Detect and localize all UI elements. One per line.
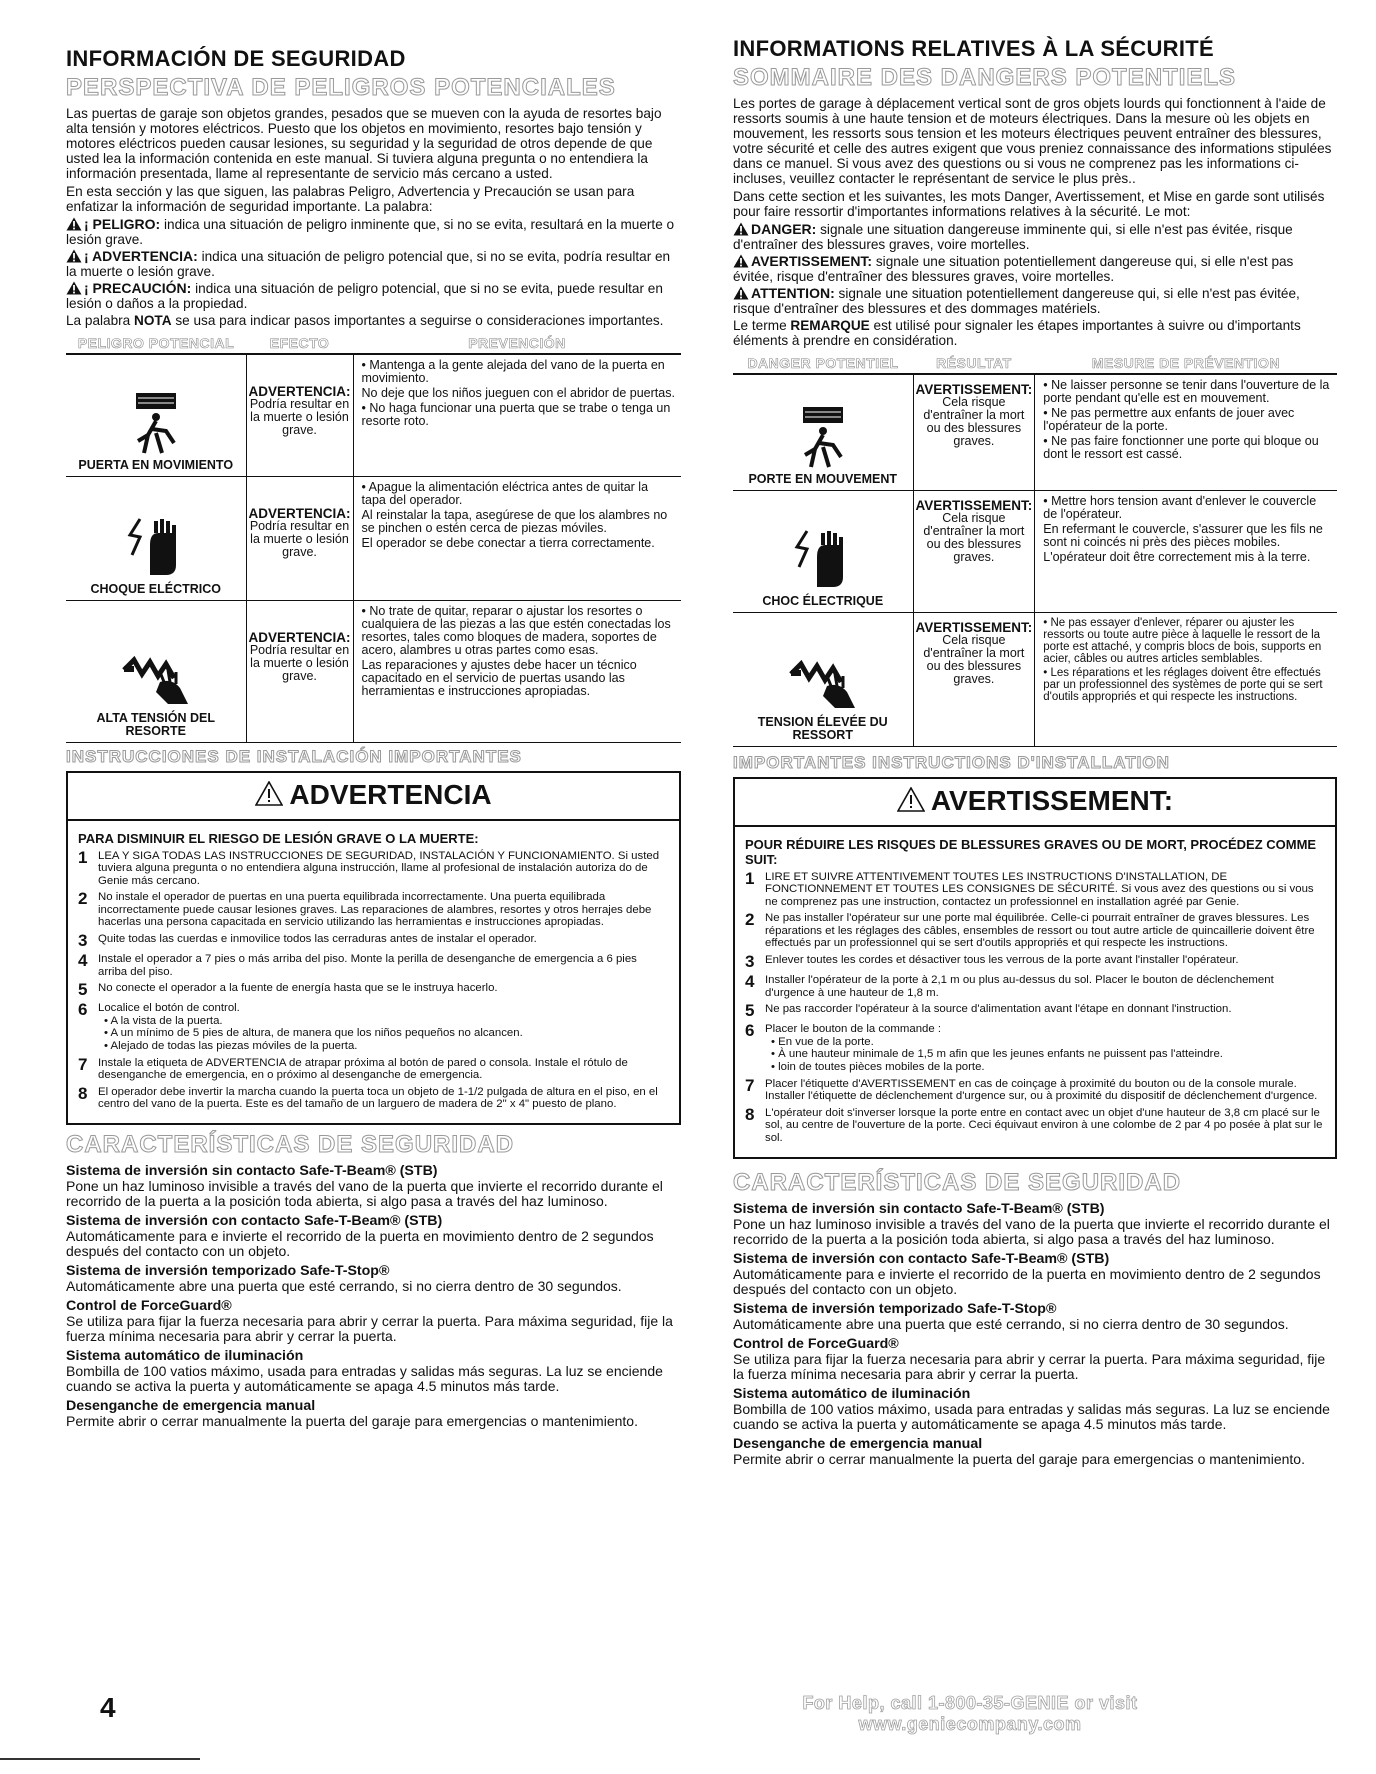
hazard-overview-subtitle: PERSPECTIVA DE PELIGROS POTENCIALES (66, 74, 616, 101)
install-step (745, 912, 1325, 950)
step-subitem: • Alejado de todas las piezas móviles de la puerta. (104, 1040, 358, 1053)
step-text: Localice el botón de control. (98, 1002, 240, 1015)
moving-door-icon (126, 391, 186, 455)
help-contact-line: For Help, call 1-800-35-GENIE or visit www.geniecompany.com (802, 1693, 1138, 1734)
caution-keyword: ¡ PRECAUCIÓN: (84, 280, 192, 296)
note-paragraph: Le terme REMARQUE est utilisé pour signaler les étapes importantes à suivre ou d'importants éléments à prendre en considération. (733, 318, 1301, 348)
step-text: El operador debe invertir la marcha cuando la puerta toca un objeto de 1-1/2 pulgada de altura en el piso, en el centro del vano de la puerta. Este es del tamaño de un larguero de madera de 2" x 4" puesto de plano. (98, 1085, 658, 1111)
electric-shock-icon (126, 515, 186, 579)
step-text: Installer l'opérateur de la porte à 2,1 m ou plus au-dessus du sol. Placer le bouton de déclenchement d'urgence à une hauteur de 1,8 m. (765, 974, 1274, 999)
page-number: 4 (100, 1692, 116, 1723)
step-number: 1 (745, 868, 755, 888)
step-number: 6 (745, 1021, 755, 1041)
feature-text: Automáticamente abre una puerta que esté cerrando, si no cierra dentro de 30 segundos. (733, 1315, 1289, 1332)
step-number: 3 (78, 931, 88, 951)
warning-definition: AVERTISSEMENT: signale une situation potentiellement dangereuse qui, si elle n'est pas évitée, risque d'entraîner des blessures graves, voire mortelles. (733, 253, 1294, 284)
install-step (745, 1104, 1325, 1145)
table-row: TENSION ÉLEVÉE DU RESSORT AVERTISSEMENT: Cela risque d'entraîner la mort ou des blessures graves. • Ne pas essayer d'enlever, réparer ou ajuster les ressorts ou toute autre pièce à laquelle le ressort de la porte est attaché, y compris blocs de bois, supports en acier, câbles ou autres articles semblables. • Les réparations et les réglages doivent être effectués par un professionnel des systèmes de porte qui se sert d'outils appropriés et qui respecte les instructions. (733, 612, 1337, 746)
warning-keyword: ¡ ADVERTENCIA: (84, 248, 198, 264)
step-text: Instale el operador a 7 pies o más arriba del piso. Monte la perilla de desenganche de emergencia a 6 pies arriba del piso. (98, 953, 637, 978)
install-steps (745, 868, 1325, 1145)
feature-title: Sistema de inversión temporizado Safe-T-Stop® (66, 1263, 390, 1279)
feature-text: Bombilla de 100 vatios máximo, usada para entradas y salidas más seguras. La luz se enciende cuando se activa la puerta y automáticamente se apaga 4.5 minutos más tarde. (733, 1400, 1330, 1432)
step-text: Ne pas raccorder l'opérateur à la source d'alimentation avant l'étape en donnant l'instruction. (765, 1003, 1232, 1016)
step-subitem: • À une hauteur minimale de 1,5 m afin que les jeunes enfants ne puissent pas l'atteindre. (771, 1048, 1223, 1061)
feature-text: Pone un haz luminoso invisible a través del vano de la puerta que invierte el recorrido durante el recorrido de la puerta a la posición toda abierta, si algo pasa a través del haz luminoso. (66, 1178, 663, 1209)
caution-text: indica una situación de peligro potencial, que si no se evita, puede resultar en lesión o daños a la propiedad. (66, 281, 663, 311)
step-number: 8 (745, 1104, 755, 1124)
warning-triangle-icon (897, 787, 925, 812)
install-subtitle: IMPORTANTES INSTRUCTIONS D'INSTALLATION (733, 752, 1170, 772)
features-subtitle: CARACTERÍSTICAS DE SEGURIDAD (733, 1168, 1182, 1196)
hazard-table (66, 333, 681, 743)
french-column (733, 0, 1337, 1470)
hazard-label: ALTA TENSIÓN DEL RESORTE (96, 710, 215, 738)
table-header-hazard: DANGER POTENTIEL (733, 353, 913, 374)
hazard-label: CHOQUE ELÉCTRICO (90, 581, 222, 596)
step-subitem: • loin de toutes pièces mobiles de la porte. (771, 1061, 985, 1074)
warning-box (66, 771, 681, 1126)
step-number: 5 (78, 980, 88, 1000)
feature-text: Permite abrir o cerrar manualmente la puerta del garaje para emergencias o mantenimiento. (733, 1450, 1305, 1467)
install-step (745, 1075, 1325, 1103)
table-header-prevention: MESURE DE PRÉVENTION (1035, 353, 1337, 374)
table-header-hazard: PELIGRO POTENCIAL (66, 333, 246, 354)
feature-title: Sistema de inversión con contacto Safe-T-Beam® (STB) (733, 1250, 1110, 1267)
hazard-label: PUERTA EN MOVIMIENTO (78, 457, 234, 472)
install-step (78, 1054, 669, 1082)
note-paragraph: La palabra NOTA se usa para indicar pasos importantes a seguirse o consideraciones importantes. (66, 313, 664, 328)
feature-title: Desenganche de emergencia manual (66, 1398, 316, 1414)
table-header-effect: EFECTO (246, 333, 353, 354)
feature-title: Sistema automático de iluminación (733, 1385, 971, 1402)
warning-box-lead: POUR RÉDUIRE LES RISQUES DE BLESSURES GRAVES OU DE MORT, PROCÉDEZ COMME SUIT: (745, 836, 1317, 867)
step-number: 6 (78, 1000, 88, 1020)
step-text: LEA Y SIGA TODAS LAS INSTRUCCIONES DE SEGURIDAD, INSTALACIÓN Y FUNCIONAMIENTO. Si usted tuviera alguna pregunta o no entendiera alguna instrucción, llame al profesional de instalación autoriza do de Genie más cercano. (98, 849, 660, 887)
table-row: CHOC ÉLECTRIQUE AVERTISSEMENT: Cela risque d'entraîner la mort ou des blessures graves. • Mettre hors tension avant d'enlever le couvercle de l'opérateur. En refermant le couvercle, s'assurer que les fils ne sont ni coincés ni près des pièces mobiles. L'opérateur doit être correctement mis à la terre. (733, 490, 1337, 612)
warning-triangle-icon (66, 217, 82, 231)
warning-definition (66, 249, 681, 279)
warning-text: indica una situación de peligro potencial que, si no se evita, podría resultar en la muerte o lesión grave. (66, 249, 671, 279)
features-subtitle: CARACTERÍSTICAS DE SEGURIDAD (66, 1131, 515, 1158)
install-step (78, 982, 669, 998)
bottom-rule (0, 1758, 200, 1760)
electric-shock-icon (793, 527, 853, 591)
feature-title: Sistema de inversión sin contacto Safe-T-Beam® (STB) (733, 1200, 1105, 1217)
step-text: Enlever toutes les cordes et désactiver tous les verrous de la porte avant l'installer l'opérateur. (765, 954, 1239, 967)
install-step (78, 1083, 669, 1111)
spanish-column (66, 0, 681, 1432)
feature-text: Automáticamente para e invierte el recorrido de la puerta en movimiento dentro de 2 segundos después del contacto con un objeto. (66, 1228, 654, 1259)
warning-box (733, 777, 1337, 1159)
step-number: 4 (745, 972, 755, 992)
section-title: INFORMACIÓN DE SEGURIDAD (66, 46, 406, 71)
danger-keyword: ¡ PELIGRO: (84, 216, 161, 232)
step-number: 2 (78, 889, 88, 909)
step-number: 2 (745, 910, 755, 930)
step-text: No instale el operador de puertas en una puerta equilibrada incorrectamente. Una puerta equilibrada incorrectamente puede causar lesiones graves. Las reparaciones de alambres, resortes y otros herrajes debe hacerlas una persona capacitada en servicio utilizando las herramientas e instrucciones apropiadas. (98, 891, 652, 929)
feature-title: Sistema de inversión sin contacto Safe-T-Beam® (STB) (66, 1163, 438, 1179)
step-number: 4 (78, 951, 88, 971)
caution-definition: ATTENTION: signale une situation potentiellement dangereuse qui, si elle n'est pas évitée, risque d'entraîner des blessures et des dommages matériels. (733, 285, 1300, 316)
caution-definition (66, 281, 681, 311)
install-step (78, 1002, 669, 1052)
install-subtitle: INSTRUCCIONES DE INSTALACIÓN IMPORTANTES (66, 746, 522, 766)
warning-triangle-icon (255, 781, 283, 806)
spring-tension-icon (120, 652, 192, 708)
feature-title: Control de ForceGuard® (733, 1335, 899, 1352)
step-subitem: • A la vista de la puerta. (104, 1014, 223, 1027)
table-row: PUERTA EN MOVIMIENTO ADVERTENCIA: Podría resultar en la muerte o lesión grave. • Mantenga a la gente alejada del vano de la puerta en movimiento. No deje que los niños jueguen con el abridor de puertas. • No haga funcionar una puerta que se trabe o tenga un resorte roto. (66, 354, 681, 476)
warning-box-header: AVERTISSEMENT: (735, 779, 1335, 827)
install-step (745, 1023, 1325, 1073)
install-step (78, 953, 669, 978)
safety-features (66, 1163, 681, 1429)
table-row: CHOQUE ELÉCTRICO ADVERTENCIA: Podría resultar en la muerte o lesión grave. • Apague la alimentación eléctrica antes de quitar la tapa del operador. Al reinstalar la tapa, asegúrese de que los alambres no se pinchen o estén cerca de piezas móviles. El operador se debe conectar a tierra correctamente. (66, 476, 681, 600)
install-step (745, 954, 1325, 970)
install-step (78, 933, 669, 949)
feature-title: Desenganche de emergencia manual (733, 1435, 983, 1452)
step-number: 3 (745, 952, 755, 972)
intro-paragraph: Les portes de garage à déplacement vertical sont de gros objets lourds qui fonctionnent à l'aide de ressorts soumis à une haute tension et de moteurs électriques. Dans la mesure où les objets en mouvement, les ressorts sous tension et les moteurs électriques peuvent entraîner des blessures, votre sécurité et celle des autres exigent que vous preniez connaissance des informations stipulées dans ce manuel. Si vous avez des questions ou si vous ne comprenez pas les informations ci-incluses, veuillez contacter le représentant de service le plus près.. (733, 96, 1332, 186)
step-text: Placer le bouton de la commande : (765, 1023, 942, 1036)
feature-text: Bombilla de 100 vatios máximo, usada para entradas y salidas más seguras. La luz se enciende cuando se activa la puerta y automáticamente se apaga 4.5 minutos más tarde. (66, 1363, 663, 1394)
install-step (78, 891, 669, 929)
step-text: Placer l'étiquette d'AVERTISSEMENT en cas de coinçage à proximité du bouton ou de la console murale. Installer l'étiquette de déclenchement d'urgence sur, ou à proximité du dispositif de déclenchement d'urgence. (765, 1077, 1318, 1103)
intro-paragraph: Las puertas de garaje son objetos grandes, pesados que se mueven con la ayuda de resortes bajo alta tensión y motores eléctricos. Puesto que los objetos en movimiento, resortes bajo tensión y motores eléctricos pueden causar lesiones, su seguridad y la seguridad de otros depende de que usted lea la información contenida en este manual. Si tuviera alguna pregunta o no entendiera la información presentada, llame al representante de servicio más cercano a usted. (66, 106, 662, 181)
feature-title: Sistema de inversión con contacto Safe-T-Beam® (STB) (66, 1213, 443, 1229)
step-number: 8 (78, 1083, 88, 1103)
install-step (745, 1003, 1325, 1019)
install-steps (78, 847, 669, 1112)
step-number: 7 (745, 1075, 755, 1095)
feature-text: Automáticamente abre una puerta que esté cerrando, si no cierra dentro de 30 segundos. (66, 1278, 622, 1294)
feature-text: Permite abrir o cerrar manualmente la puerta del garaje para emergencias o mantenimiento. (66, 1413, 638, 1429)
install-step (78, 847, 669, 888)
spring-tension-icon (787, 656, 859, 712)
safety-features (733, 1201, 1337, 1467)
step-number: 7 (78, 1054, 88, 1074)
hazard-table (733, 353, 1337, 747)
warning-box-lead: PARA DISMINUIR EL RIESGO DE LESIÓN GRAVE O LA MUERTE: (78, 830, 479, 846)
feature-text: Automáticamente para e invierte el recorrido de la puerta en movimiento dentro de 2 segundos después del contacto con un objeto. (733, 1265, 1321, 1297)
install-step (745, 974, 1325, 999)
table-header-effect: RÉSULTAT (913, 353, 1035, 374)
step-text: Ne pas installer l'opérateur sur une porte mal équilibrée. Celle-ci pourrait entraîner de graves blessures. Les réparations et les réglages des câbles, ensembles de ressort ou tout autre article de quincaillerie doivent être effectués par un professionnel qui se sert d'outils appropriés et qui respecte les instructions. (765, 912, 1315, 950)
warning-triangle-icon (733, 222, 749, 236)
step-text: L'opérateur doit s'inverser lorsque la porte entre en contact avec un objet d'une hauteur de 3,8 cm placé sur le sol, au centre de l'ouverture de la porte. Ceci équivaut environ à une colombe de 2 par 4 po posée à plat sur le sol. (765, 1106, 1323, 1144)
step-number: 1 (78, 847, 88, 867)
section-title: INFORMATIONS RELATIVES À LA SÉCURITÉ (733, 36, 1214, 61)
step-number: 5 (745, 1001, 755, 1021)
step-text: No conecte el operador a la fuente de energía hasta que se le instruya hacerlo. (98, 982, 498, 995)
feature-text: Pone un haz luminoso invisible a través del vano de la puerta que invierte el recorrido durante el recorrido de la puerta a la posición toda abierta, si algo pasa a través del haz luminoso. (733, 1215, 1330, 1247)
feature-title: Control de ForceGuard® (66, 1298, 232, 1314)
warning-triangle-icon (66, 281, 82, 295)
step-text: Quite todas las cuerdas e inmovilice todos las cerraduras antes de instalar el operador. (98, 933, 537, 946)
table-header-prevention: PREVENCIÓN (353, 333, 681, 354)
install-step (745, 868, 1325, 909)
step-subitem: • En vue de la porte. (771, 1035, 874, 1048)
hazard-overview-subtitle: SOMMAIRE DES DANGERS POTENTIELS (733, 64, 1237, 91)
danger-text: indica una situación de peligro inminente que, si no se evita, resultará en la muerte o lesión grave. (66, 217, 675, 247)
feature-text: Se utiliza para fijar la fuerza necesaria para abrir y cerrar la puerta. Para máxima seguridad, fije la fuerza mínima necesaria para abrir y cerrar la puerta. (66, 1313, 673, 1344)
table-row: PORTE EN MOUVEMENT AVERTISSEMENT: Cela risque d'entraîner la mort ou des blessures graves. • Ne laisser personne se tenir dans l'ouverture de la porte pendant qu'elle est en mouvement. • Ne pas permettre aux enfants de jouer avec l'opérateur de la porte. • Ne pas faire fonctionner une porte qui bloque ou dont le ressort est cassé. (733, 374, 1337, 490)
danger-definition: DANGER: signale une situation dangereuse imminente qui, si elle n'est pas évitée, risque d'entraîner des blessures graves, voire mortelles. (733, 221, 1293, 252)
feature-title: Sistema automático de iluminación (66, 1348, 304, 1364)
warning-triangle-icon (733, 254, 749, 268)
feature-title: Sistema de inversión temporizado Safe-T-Stop® (733, 1300, 1057, 1317)
danger-definition (66, 217, 681, 247)
warning-triangle-icon (66, 249, 82, 263)
signal-words-paragraph: Dans cette section et les suivantes, les mots Danger, Avertissement, et Mise en garde sont utilisés pour faire ressortir d'importantes informations relatives à la sécurité. Le mot: (733, 189, 1325, 219)
step-subitem: • A un mínimo de 5 pies de altura, de manera que los niños pequeños no alcancen. (104, 1027, 523, 1040)
step-text: LIRE ET SUIVRE ATTENTIVEMENT TOUTES LES INSTRUCTIONS D'INSTALLATION, DE FONCTIONNEMENT ET TOUTES LES CONSIGNES DE SÉCURITÉ. Si vous avez des questions ou si vous ne comprenez pas une instruction, contactez un professionnel en installation agréé par Genie. (765, 870, 1314, 908)
warning-triangle-icon (733, 286, 749, 300)
feature-text: Se utiliza para fijar la fuerza necesaria para abrir y cerrar la puerta. Para máxima seguridad, fije la fuerza mínima necesaria para abrir y cerrar la puerta. (733, 1350, 1326, 1382)
table-row: ALTA TENSIÓN DEL RESORTE ADVERTENCIA: Podría resultar en la muerte o lesión grave. • No trate de quitar, reparar o ajustar los resortes o cualquiera de las piezas a las que estén conectadas los resortes, tales como bloques de madera, soportes de acero, alambres u otras partes como esas. Las reparaciones y ajustes debe hacer un técnico capacitado en el servicio de puertas usando las herramientas e instrucciones apropiadas. (66, 600, 681, 742)
step-text: Instale la etiqueta de ADVERTENCIA de atrapar próxima al botón de pared o consola. Instale el rótulo de desenganche de emergencia, en o próximo al desenganche de emergencia. (98, 1056, 628, 1082)
signal-words-paragraph: En esta sección y las que siguen, las palabras Peligro, Advertencia y Precaución se usan para enfatizar la información de seguridad importante. La palabra: (66, 184, 635, 214)
warning-box-header: ADVERTENCIA (68, 773, 679, 821)
moving-door-icon (793, 405, 853, 469)
